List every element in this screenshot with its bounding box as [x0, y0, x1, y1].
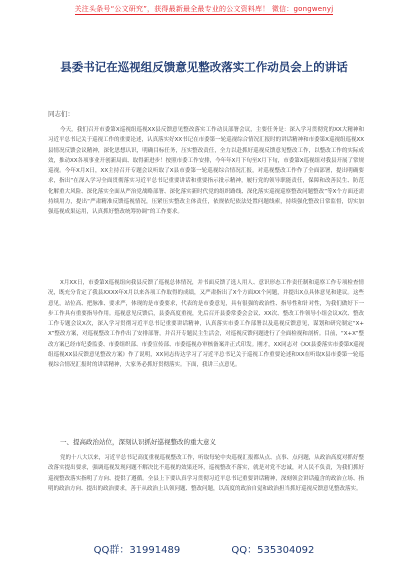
- body-paragraph-3: [48, 453, 364, 494]
- paragraph-text: 今天，我们召开市委第X巡视组巡视XX县反馈意见整改落实工作动员部署会议，主要任务是：深入学习贯彻党的XX大精神和习近平总书记关于巡视工作的重要论述，认真落实好XX书记在市委第一轮巡视综合情况汇报时的讲话精神和市委第X巡视组巡视XX县情况反馈会议精神，深化思想认识，明确目标任务，压实整改责任，全力以赴抓好巡视反馈意见整改工作，以整改工作的实际成效，推动XX各项事业开创新局面、取得新进步！按照市委工作安排，今年年X月下旬至X月下旬，市委第X巡视组对我县开展了常规巡视。今年X月X日，XX主持召开专题会议听取了X县市委第一轮巡视综合情况汇报，对巡视整改工作作了全面部署，提出明确要求，指出“在深入学习全面贯彻落实习近平总书记重要讲话和重要指示批示精神，履行党的领导职能责任，保障和改善民生、防范化解重大风险、深化落实全面从严治党战略部署、深化落实新时代党的组织路线、深化落实巡视巡察整改问题整改”等X个方面还需持续用力，提出“严肃精准反馈巡视情况，压紧压实整改主体责任，依规依纪依法处置问题线索，持续强化整改日常监督，切实加强巡视成果运用，认真抓好整改统筹协调”的工作要求。: [48, 127, 364, 216]
- top-banner: [0, 4, 408, 14]
- paragraph-text: X月XX日，市委第X巡视组向我县反馈了巡视总体情况，并书面反馈了选人用人、意识形态工作责任制和巡察工作专项检查情况，既充分肯定了我县XXXX年X月以来各项工作取得的成绩，又严肃指出了X个方面XX个问题，并提出X点具体意见和建议。这些意见，站位高、把脉准、要求严，体现的是市委要求，代表的是市委意见，具有很强的政治性、指导性和针对性，为我们做好下一步工作具有重要指导作用。巡视意见反馈后，县委高度重视，先后召开县委常委会会议、XX次、整改工作领导小组会议X次、整改工作专题会议X次，深入学习贯彻习近平总书记重要讲话精神，认真落实市委工作部署以及巡视反馈意见，谋划和研究制定“X+X”整改方案，对巡视整改工作作出了安排部署，并召开专题民主生活会，对巡视反馈问题进行了全面检视和剖析。目前，“X+X”整改方案已经市纪委监委、市委组织部、市委宣传部、市委巡视办审核备案并正式印发。刚才，XX同志对《XX县委落实市委第X巡视组巡视XX县反馈意见整改方案》作了说明，XX同志传达学习了习近平总书记关于巡视工作重要论述和XX在听取X县市委第一轮巡视综合情况汇报时的讲话精神，大家务必抓好贯彻落实。下面，我讲三点意见。: [48, 280, 364, 369]
- document-title: 县委书记在巡视组反馈意见整改落实工作动员会上的讲话: [60, 60, 348, 74]
- banner-text: 关注头条号“公文研究”，获得最新最全最专业的公文资料库！ 微信：gongwenyj: [74, 5, 334, 13]
- greeting: 同志们：: [48, 110, 74, 118]
- qq-number: QQ：535304092: [231, 545, 315, 556]
- body-paragraph-1: [48, 125, 364, 218]
- paragraph-text: 党的十八大以来，习近平总书记高度重视巡视整改工作，听取每轮中央巡视汇报都从点、点事、点问题，从政治高度对抓好整改落实提出要求，强调巡视发现问题不解决比不巡视的效果还坏，巡视整改不落实，就是对党不忠诚，对人民不负责，为我们抓好巡视整改落实指明了方向、提供了遵循。全县上下要认真学习贯彻习近平总书记重要讲话精神，深刻领会讲话蕴含的政治立场、指明的政治方向、提出的政治要求，善于从政治上认领问题、整改问题，以高度的政治自觉和政治担当抓好巡视反馈意见整改落实。: [48, 455, 364, 492]
- body-paragraph-2: [48, 278, 364, 371]
- footer-contacts: [0, 541, 408, 556]
- qq-group: QQ群：31991489: [93, 545, 181, 556]
- section-heading: 一、提高政治站位，深刻认识抓好巡视整改的重大意义: [60, 438, 216, 446]
